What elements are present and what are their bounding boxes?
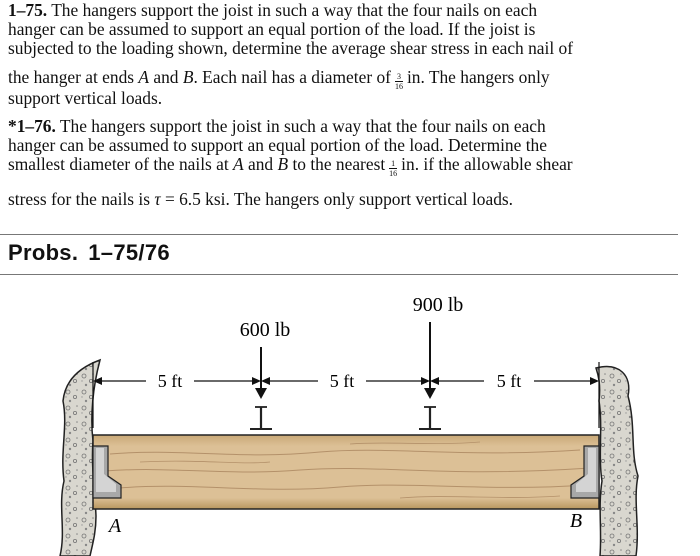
text-span: smallest diameter of the nails at (8, 154, 234, 174)
load-label-600: 600 lb (239, 319, 291, 341)
dimension-label: 5 ft (157, 371, 183, 391)
load-arrow-600 (255, 347, 267, 399)
problem-1-76-line-4 (8, 190, 694, 209)
probs-heading (8, 240, 170, 266)
problem-1-75-line-1 (8, 1, 694, 20)
text-span: the hanger at ends (8, 67, 139, 87)
joist-beam (93, 435, 599, 509)
fraction (395, 72, 403, 91)
load-bracket-900 (419, 407, 441, 429)
text-span: stress for the nails is (8, 188, 155, 209)
problem-1-75-line-3: subjected to the loading shown, determine the average shear stress in each nail of (8, 38, 574, 58)
text-span: The hangers support the joist in such a way that the four nails on each (51, 0, 538, 20)
text-span: = 6.5 ksi. The hangers only support vertical loads. (160, 188, 514, 209)
point-b-ref: B (277, 154, 289, 174)
divider-bottom (0, 274, 678, 275)
text-span: in. if the allowable shear (401, 154, 573, 174)
tau-symbol: τ (154, 188, 161, 209)
problem-1-75-line-4 (8, 68, 694, 89)
text-span: to the nearest (288, 154, 386, 174)
point-b-ref: B (182, 67, 194, 87)
point-a-ref: A (138, 67, 150, 87)
fraction-denominator: 16 (394, 81, 403, 91)
dimension-label: 5 ft (329, 371, 355, 391)
problem-1-76-line-1 (8, 117, 694, 136)
text-span: The hangers support the joist in such a way that the four nails on each (59, 116, 546, 136)
problem-number: *1–76. (8, 116, 56, 136)
load-label-900: 900 lb (412, 294, 464, 316)
fraction-denominator: 16 (389, 168, 398, 178)
fraction-numerator: 3 (396, 71, 401, 81)
problem-1-75-line-2: hanger can be assumed to support an equal portion of the load. If the joist is (8, 19, 536, 39)
problem-1-76-line-3 (8, 155, 694, 176)
support-label-a: A (108, 515, 122, 537)
text-span: and (243, 154, 278, 174)
load-arrow-900 (424, 322, 436, 399)
probs-label: Probs. (8, 240, 79, 265)
support-label-b: B (569, 510, 583, 532)
problem-1-76 (8, 117, 694, 209)
fraction-numerator: 1 (391, 158, 396, 168)
point-a-ref: A (233, 154, 244, 174)
problem-1-76-line-2: hanger can be assumed to support an equal portion of the load. Determine the (8, 135, 547, 155)
probs-numbers: 1–75/76 (88, 240, 170, 265)
joist-figure (0, 276, 700, 556)
problem-number: 1–75. (8, 0, 48, 20)
fraction (389, 159, 397, 178)
text-span: in. The hangers only (406, 67, 550, 87)
load-bracket-600 (250, 407, 272, 429)
right-wall (596, 367, 638, 556)
text-span: and (149, 67, 183, 87)
problem-1-75-line-5: support vertical loads. (8, 87, 163, 108)
text-span: . Each nail has a diameter of (193, 67, 391, 87)
problem-1-75 (8, 1, 694, 108)
divider-top (0, 234, 678, 235)
dimension-label: 5 ft (496, 371, 522, 391)
